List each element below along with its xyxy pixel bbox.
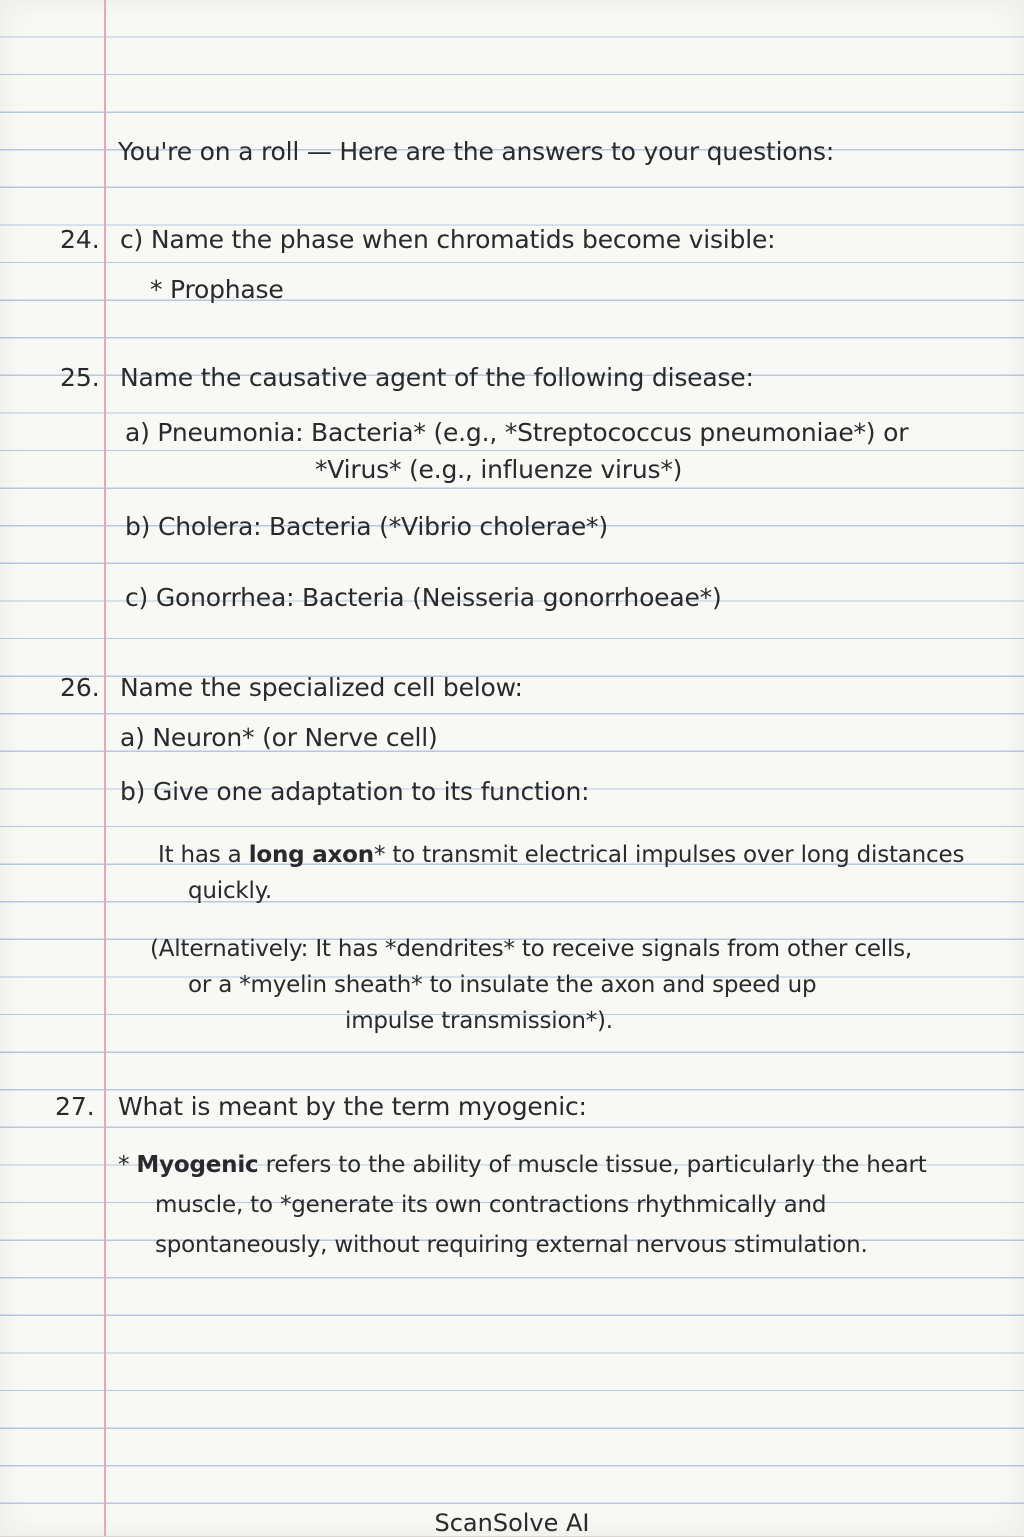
answer-27-line2: muscle, to *generate its own contractions rhythmically and bbox=[155, 1192, 827, 1218]
margin-line bbox=[104, 0, 106, 1536]
answer-26a: a) Neuron* (or Nerve cell) bbox=[120, 723, 438, 752]
answer-26b-bold: long axon bbox=[248, 842, 374, 868]
answer-25c: c) Gonorrhea: Bacteria (Neisseria gonorrhoeae*) bbox=[125, 583, 722, 612]
question-26b: b) Give one adaptation to its function: bbox=[120, 777, 590, 806]
intro-text: You're on a roll — Here are the answers to your questions: bbox=[118, 137, 835, 166]
question-number-24: 24. bbox=[60, 225, 100, 254]
answer-27-bold: Myogenic bbox=[136, 1152, 259, 1178]
answer-24-text: * Prophase bbox=[150, 275, 284, 304]
question-27-text: What is meant by the term myogenic: bbox=[118, 1092, 587, 1121]
question-number-26: 26. bbox=[60, 673, 100, 702]
question-25-text: Name the causative agent of the following disease: bbox=[120, 363, 754, 392]
answer-27-line1-rest: refers to the ability of muscle tissue, particularly the heart bbox=[258, 1152, 927, 1178]
answer-26b-line2: quickly. bbox=[188, 878, 272, 904]
answer-26b-alt-line3: impulse transmission*). bbox=[345, 1008, 613, 1034]
question-number-25: 25. bbox=[60, 363, 100, 392]
answer-27-line3: spontaneously, without requiring external nervous stimulation. bbox=[155, 1232, 868, 1258]
answer-26b-post: * to transmit electrical impulses over long distances bbox=[373, 842, 965, 868]
answer-27-star: * bbox=[118, 1152, 137, 1178]
answer-26b-alt-line1: (Alternatively: It has *dendrites* to receive signals from other cells, bbox=[150, 936, 913, 962]
answer-26b-pre: It has a bbox=[158, 842, 249, 868]
question-26-text: Name the specialized cell below: bbox=[120, 673, 523, 702]
answer-25a-line2: *Virus* (e.g., influenze virus*) bbox=[315, 455, 683, 484]
answer-27-line1 bbox=[118, 1150, 927, 1180]
answer-25a-line1: a) Pneumonia: Bacteria* (e.g., *Streptococcus pneumoniae*) or bbox=[125, 418, 909, 447]
answer-26b-alt-line2: or a *myelin sheath* to insulate the axon and speed up bbox=[188, 972, 817, 998]
footer-brand: ScanSolve AI bbox=[434, 1509, 590, 1537]
answer-26b-line1 bbox=[158, 840, 964, 870]
question-number-27: 27. bbox=[55, 1092, 95, 1121]
question-24-text: c) Name the phase when chromatids become visible: bbox=[120, 225, 776, 254]
answer-25b: b) Cholera: Bacteria (*Vibrio cholerae*) bbox=[125, 512, 608, 541]
